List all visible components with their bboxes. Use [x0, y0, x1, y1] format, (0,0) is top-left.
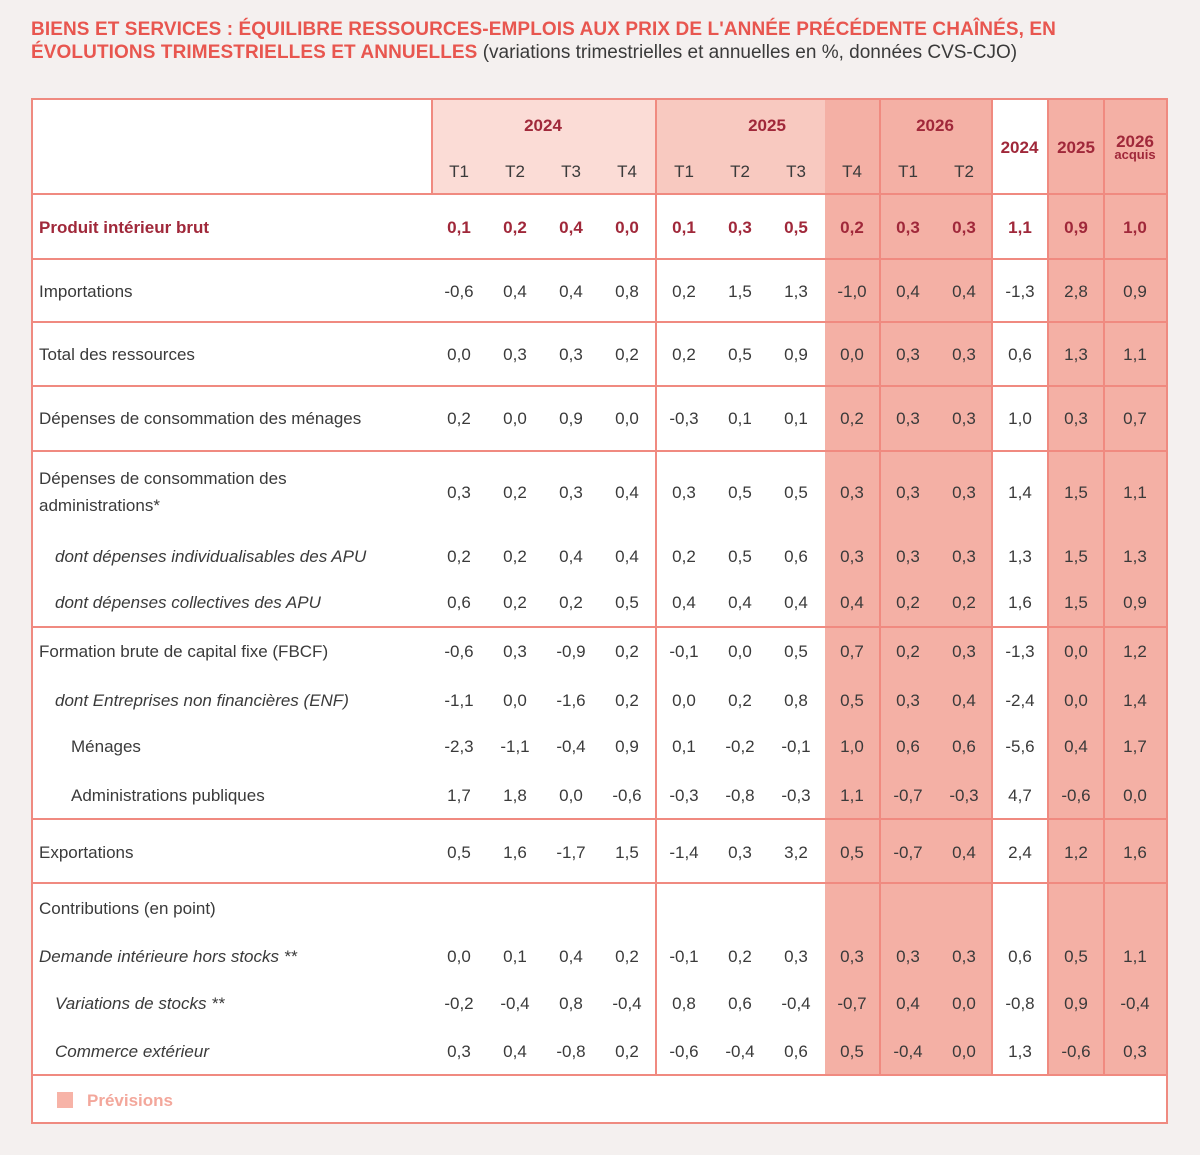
- value-cell: -0,3: [669, 786, 699, 805]
- value-cell: 0,4: [1064, 737, 1088, 756]
- value-cell: 0,3: [1123, 1042, 1147, 1061]
- value-cell: 0,2: [503, 593, 527, 612]
- value-cell: 1,0: [840, 737, 864, 756]
- value-cell: 0,0: [503, 691, 527, 710]
- forecast-legend-swatch: [57, 1092, 73, 1108]
- value-cell: 0,2: [559, 593, 583, 612]
- row-label-fbcf: Formation brute de capital fixe (FBCF): [39, 642, 329, 661]
- value-cell: -0,4: [781, 994, 811, 1013]
- value-cell: 0,2: [672, 345, 696, 364]
- value-cell: 0,2: [615, 1042, 639, 1061]
- year-2026-header: 2026: [916, 116, 954, 135]
- annual-2025-fill: [1048, 100, 1104, 1074]
- value-cell: 0,3: [447, 1042, 471, 1061]
- value-cell: 0,7: [840, 642, 864, 661]
- value-cell: 0,1: [672, 218, 696, 237]
- value-cell: -0,1: [669, 642, 699, 661]
- row-label-admin-publiques: Administrations publiques: [71, 786, 265, 805]
- value-cell: 0,3: [896, 218, 920, 237]
- value-cell: 0,4: [559, 282, 583, 301]
- value-cell: 0,2: [672, 282, 696, 301]
- value-cell: 0,0: [615, 409, 639, 428]
- row-label-contributions: Contributions (en point): [39, 899, 216, 918]
- value-cell: 0,3: [952, 218, 976, 237]
- value-cell: 0,2: [503, 218, 527, 237]
- value-cell: 2,4: [1008, 843, 1032, 862]
- hline: [33, 450, 1166, 452]
- value-cell: -1,6: [556, 691, 586, 710]
- value-cell: 0,0: [840, 345, 864, 364]
- value-cell: 0,5: [728, 483, 752, 502]
- value-cell: 0,4: [559, 218, 583, 237]
- value-cell: 1,0: [1123, 218, 1147, 237]
- value-cell: 0,3: [559, 345, 583, 364]
- row-label-pib: Produit intérieur brut: [39, 218, 209, 237]
- value-cell: -0,3: [669, 409, 699, 428]
- row-label-conso-admin: Dépenses de consommation des: [39, 469, 287, 488]
- quarter-header: T2: [730, 162, 750, 181]
- value-cell: -0,2: [725, 737, 755, 756]
- annual-2026-fill: [1104, 100, 1166, 1074]
- hline: [33, 385, 1166, 387]
- value-cell: -2,3: [444, 737, 474, 756]
- value-cell: 0,2: [615, 691, 639, 710]
- value-cell: -0,7: [837, 994, 867, 1013]
- value-cell: -0,1: [669, 947, 699, 966]
- value-cell: 0,5: [728, 547, 752, 566]
- value-cell: -0,4: [500, 994, 530, 1013]
- value-cell: -0,1: [781, 737, 811, 756]
- value-cell: 1,0: [1008, 409, 1032, 428]
- value-cell: -0,6: [444, 642, 474, 661]
- quarter-header: T1: [898, 162, 918, 181]
- value-cell: 0,3: [952, 483, 976, 502]
- value-cell: -0,2: [444, 994, 474, 1013]
- row-label-menages: Ménages: [71, 737, 141, 756]
- value-cell: 1,1: [1008, 218, 1032, 237]
- value-cell: 0,9: [1064, 994, 1088, 1013]
- value-cell: 0,3: [952, 642, 976, 661]
- year-2025-header: 2025: [748, 116, 786, 135]
- value-cell: 0,4: [615, 547, 639, 566]
- row-label-conso-menages: Dépenses de consommation des ménages: [39, 409, 362, 428]
- value-cell: -0,4: [725, 1042, 755, 1061]
- value-cell: 0,2: [728, 947, 752, 966]
- value-cell: -0,8: [725, 786, 755, 805]
- value-cell: 1,5: [1064, 547, 1088, 566]
- value-cell: 0,6: [784, 547, 808, 566]
- vline: [879, 100, 881, 1074]
- value-cell: 0,9: [784, 345, 808, 364]
- vline: [655, 100, 657, 1074]
- annual-2025-header: 2025: [1057, 138, 1095, 157]
- value-cell: 0,3: [896, 547, 920, 566]
- row-label-demande-interieure: Demande intérieure hors stocks **: [39, 947, 297, 966]
- row-label-total-ressources: Total des ressources: [39, 345, 195, 364]
- value-cell: 0,3: [896, 409, 920, 428]
- value-cell: 0,3: [840, 547, 864, 566]
- value-cell: 0,4: [615, 483, 639, 502]
- value-cell: 0,3: [896, 345, 920, 364]
- value-cell: 0,1: [728, 409, 752, 428]
- value-cell: 0,0: [672, 691, 696, 710]
- value-cell: 0,1: [784, 409, 808, 428]
- value-cell: 1,8: [503, 786, 527, 805]
- value-cell: 0,2: [447, 547, 471, 566]
- value-cell: 0,2: [896, 642, 920, 661]
- forecast-col-2026: [880, 100, 992, 1074]
- value-cell: 0,0: [559, 786, 583, 805]
- value-cell: 1,6: [1008, 593, 1032, 612]
- value-cell: 0,0: [1064, 691, 1088, 710]
- row-label-enf: dont Entreprises non financières (ENF): [55, 691, 349, 710]
- value-cell: 0,0: [728, 642, 752, 661]
- value-cell: 0,5: [728, 345, 752, 364]
- quarter-header: T3: [561, 162, 581, 181]
- title-subtitle: (variations trimestrielles et annuelles en %, données CVS-CJO): [482, 42, 1018, 63]
- value-cell: 0,6: [1008, 947, 1032, 966]
- value-cell: 2,8: [1064, 282, 1088, 301]
- value-cell: 1,5: [1064, 483, 1088, 502]
- value-cell: 0,3: [952, 345, 976, 364]
- value-cell: 1,6: [1123, 843, 1147, 862]
- value-cell: -0,8: [1005, 994, 1035, 1013]
- value-cell: 1,3: [784, 282, 808, 301]
- quarter-header: T4: [842, 162, 862, 181]
- value-cell: 0,2: [672, 547, 696, 566]
- value-cell: -0,3: [949, 786, 979, 805]
- value-cell: 0,3: [840, 483, 864, 502]
- hline: [33, 818, 1166, 820]
- value-cell: -1,1: [500, 737, 530, 756]
- value-cell: 0,3: [503, 345, 527, 364]
- hline: [33, 193, 1166, 195]
- value-cell: 1,5: [1064, 593, 1088, 612]
- value-cell: 0,2: [896, 593, 920, 612]
- title-main: BIENS ET SERVICES : ÉQUILIBRE RESSOURCES-EMPLOIS AUX PRIX DE L'ANNÉE PRÉCÉDENTE CHAÎNÉS, EN ÉVOLUTIONS TRIMESTRIELLES ET ANNUELLES: [31, 19, 1056, 63]
- value-cell: -1,4: [669, 843, 699, 862]
- value-cell: 0,3: [896, 691, 920, 710]
- value-cell: 0,9: [1123, 282, 1147, 301]
- value-cell: -0,8: [556, 1042, 586, 1061]
- value-cell: 1,7: [1123, 737, 1147, 756]
- value-cell: 1,4: [1123, 691, 1147, 710]
- value-cell: 0,8: [559, 994, 583, 1013]
- value-cell: 0,4: [952, 843, 976, 862]
- value-cell: 1,6: [503, 843, 527, 862]
- value-cell: 0,7: [1123, 409, 1147, 428]
- value-cell: 0,3: [840, 947, 864, 966]
- row-label-conso-admin-2: administrations*: [39, 496, 160, 515]
- value-cell: 0,0: [1064, 642, 1088, 661]
- value-cell: 0,6: [896, 737, 920, 756]
- value-cell: -0,4: [612, 994, 642, 1013]
- value-cell: 0,1: [672, 737, 696, 756]
- value-cell: -0,4: [556, 737, 586, 756]
- value-cell: 0,3: [672, 483, 696, 502]
- value-cell: 0,5: [784, 218, 808, 237]
- value-cell: 0,8: [784, 691, 808, 710]
- value-cell: 0,4: [559, 547, 583, 566]
- value-cell: 0,3: [952, 547, 976, 566]
- value-cell: 0,4: [728, 593, 752, 612]
- year-2024-header: 2024: [524, 116, 562, 135]
- row-label-apu-indiv: dont dépenses individualisables des APU: [55, 547, 367, 566]
- value-cell: 0,9: [559, 409, 583, 428]
- value-cell: -1,3: [1005, 282, 1035, 301]
- value-cell: 0,0: [952, 994, 976, 1013]
- value-cell: 0,2: [728, 691, 752, 710]
- value-cell: 0,3: [896, 483, 920, 502]
- value-cell: 1,3: [1123, 547, 1147, 566]
- value-cell: 0,2: [840, 218, 864, 237]
- table-title: [31, 18, 1181, 64]
- row-label-importations: Importations: [39, 282, 133, 301]
- value-cell: 0,5: [840, 691, 864, 710]
- hline: [33, 1074, 1166, 1076]
- value-cell: 0,5: [840, 843, 864, 862]
- value-cell: -1,3: [1005, 642, 1035, 661]
- forecast-legend-label: Prévisions: [87, 1091, 173, 1110]
- value-cell: -0,7: [893, 786, 923, 805]
- hline: [33, 882, 1166, 884]
- value-cell: 0,0: [503, 409, 527, 428]
- value-cell: 0,5: [1064, 947, 1088, 966]
- value-cell: -0,4: [1120, 994, 1150, 1013]
- value-cell: -0,9: [556, 642, 586, 661]
- value-cell: 0,2: [503, 547, 527, 566]
- value-cell: 1,4: [1008, 483, 1032, 502]
- value-cell: 1,3: [1008, 1042, 1032, 1061]
- value-cell: 0,2: [615, 642, 639, 661]
- value-cell: 0,2: [447, 409, 471, 428]
- value-cell: 0,4: [840, 593, 864, 612]
- value-cell: 1,3: [1008, 547, 1032, 566]
- value-cell: 0,5: [784, 483, 808, 502]
- row-label-commerce-exterieur: Commerce extérieur: [55, 1042, 209, 1061]
- value-cell: 0,6: [952, 737, 976, 756]
- value-cell: 1,3: [1064, 345, 1088, 364]
- forecast-col-2025t4: [825, 100, 880, 1074]
- value-cell: 0,0: [447, 345, 471, 364]
- vline: [1047, 100, 1049, 1074]
- value-cell: 0,9: [1064, 218, 1088, 237]
- quarter-header: T3: [786, 162, 806, 181]
- vline: [991, 100, 993, 1074]
- value-cell: 0,4: [784, 593, 808, 612]
- quarter-header: T1: [449, 162, 469, 181]
- quarter-header: T2: [954, 162, 974, 181]
- value-cell: 0,3: [952, 947, 976, 966]
- value-cell: 0,1: [447, 218, 471, 237]
- value-cell: 0,4: [672, 593, 696, 612]
- row-label-variations-stocks: Variations de stocks **: [55, 994, 225, 1013]
- value-cell: 0,6: [784, 1042, 808, 1061]
- value-cell: -0,6: [444, 282, 474, 301]
- value-cell: 0,2: [503, 483, 527, 502]
- value-cell: 0,9: [615, 737, 639, 756]
- value-cell: -0,6: [1061, 786, 1091, 805]
- value-cell: 0,9: [1123, 593, 1147, 612]
- value-cell: 0,3: [503, 642, 527, 661]
- value-cell: 1,1: [840, 786, 864, 805]
- value-cell: 0,3: [559, 483, 583, 502]
- value-cell: 0,2: [615, 947, 639, 966]
- value-cell: -0,6: [669, 1042, 699, 1061]
- value-cell: 0,5: [615, 593, 639, 612]
- value-cell: 0,1: [503, 947, 527, 966]
- value-cell: -1,0: [837, 282, 867, 301]
- value-cell: 1,7: [447, 786, 471, 805]
- value-cell: 0,4: [559, 947, 583, 966]
- value-cell: -0,7: [893, 843, 923, 862]
- value-cell: -0,6: [612, 786, 642, 805]
- value-cell: 0,4: [952, 282, 976, 301]
- value-cell: -0,3: [781, 786, 811, 805]
- value-cell: 0,3: [896, 947, 920, 966]
- value-cell: 3,2: [784, 843, 808, 862]
- value-cell: 1,5: [615, 843, 639, 862]
- value-cell: -0,4: [893, 1042, 923, 1061]
- value-cell: 0,0: [1123, 786, 1147, 805]
- value-cell: 0,4: [896, 282, 920, 301]
- value-cell: 0,2: [952, 593, 976, 612]
- value-cell: -2,4: [1005, 691, 1035, 710]
- hline: [33, 258, 1166, 260]
- value-cell: -1,7: [556, 843, 586, 862]
- value-cell: 0,4: [503, 282, 527, 301]
- value-cell: 0,5: [840, 1042, 864, 1061]
- value-cell: 0,2: [840, 409, 864, 428]
- value-cell: 0,3: [952, 409, 976, 428]
- value-cell: 0,3: [447, 483, 471, 502]
- value-cell: -0,6: [1061, 1042, 1091, 1061]
- value-cell: 0,8: [672, 994, 696, 1013]
- value-cell: 0,4: [503, 1042, 527, 1061]
- value-cell: 0,0: [447, 947, 471, 966]
- value-cell: 1,5: [728, 282, 752, 301]
- value-cell: -1,1: [444, 691, 474, 710]
- value-cell: 0,6: [1008, 345, 1032, 364]
- value-cell: 0,5: [784, 642, 808, 661]
- value-cell: 0,4: [896, 994, 920, 1013]
- value-cell: 1,2: [1064, 843, 1088, 862]
- value-cell: 0,3: [728, 218, 752, 237]
- quarter-header: T1: [674, 162, 694, 181]
- value-cell: 1,1: [1123, 947, 1147, 966]
- value-cell: 0,3: [1064, 409, 1088, 428]
- hline: [33, 626, 1166, 628]
- hline: [33, 321, 1166, 323]
- value-cell: 4,7: [1008, 786, 1032, 805]
- quarter-header: T4: [617, 162, 637, 181]
- annual-2024-header: 2024: [1000, 138, 1039, 157]
- value-cell: 0,3: [784, 947, 808, 966]
- row-label-apu-collectives: dont dépenses collectives des APU: [55, 593, 321, 612]
- value-cell: 0,0: [952, 1042, 976, 1061]
- value-cell: 0,8: [615, 282, 639, 301]
- value-cell: -5,6: [1005, 737, 1035, 756]
- row-label-exportations: Exportations: [39, 843, 134, 862]
- value-cell: 0,5: [447, 843, 471, 862]
- value-cell: 0,0: [615, 218, 639, 237]
- value-cell: 0,4: [952, 691, 976, 710]
- value-cell: 1,1: [1123, 345, 1147, 364]
- value-cell: 0,3: [728, 843, 752, 862]
- value-cell: 1,1: [1123, 483, 1147, 502]
- vline: [1103, 100, 1105, 1074]
- acquis-year-header: 2026: [1116, 132, 1154, 151]
- value-cell: 0,6: [728, 994, 752, 1013]
- value-cell: 0,2: [615, 345, 639, 364]
- quarter-header: T2: [505, 162, 525, 181]
- value-cell: 1,2: [1123, 642, 1147, 661]
- acquis-label-header: acquis: [1114, 147, 1156, 162]
- value-cell: 0,6: [447, 593, 471, 612]
